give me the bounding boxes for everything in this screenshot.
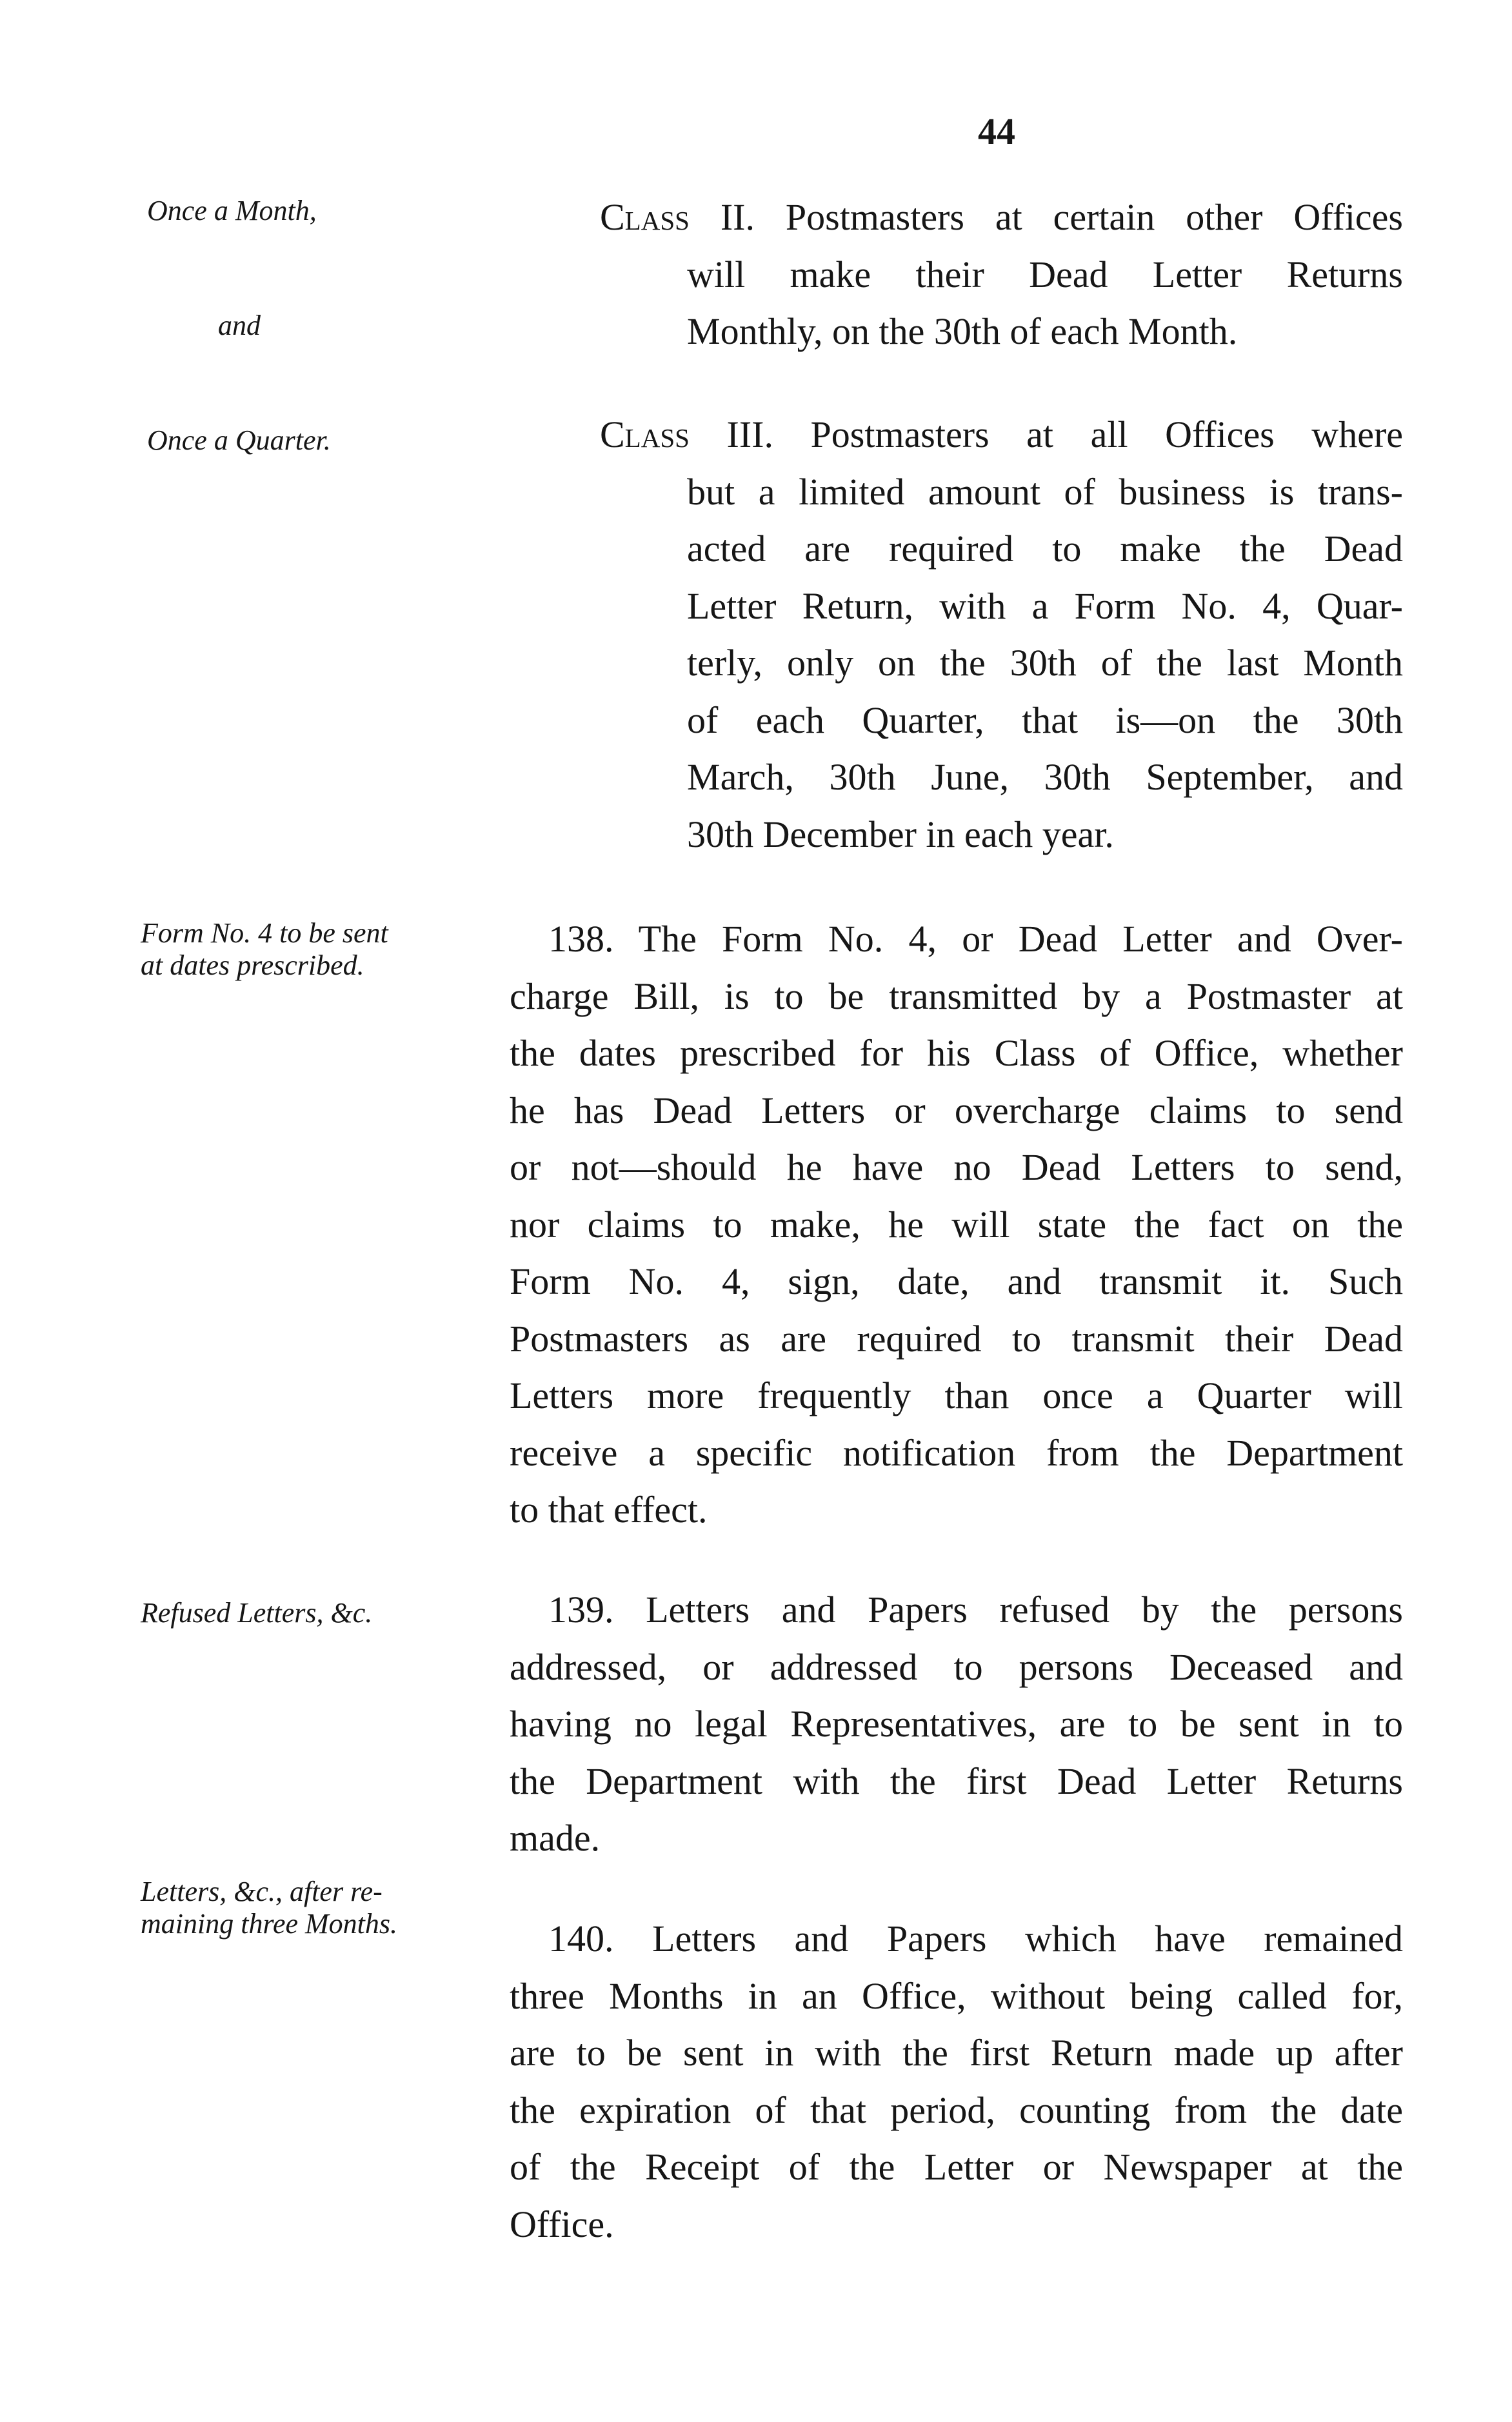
margin-note-once-a-quarter: Once a Quarter. [147, 424, 331, 456]
margin-note-refused-letters: Refused Letters, &c. [141, 1597, 373, 1629]
margin-note-once-a-month: Once a Month, [147, 195, 317, 226]
margin-note-letters-after-line1: Letters, &c., after re- [141, 1876, 383, 1907]
class-ii-line: Monthly, on the 30th of each Month. [687, 310, 1238, 352]
paragraph-138 [510, 911, 1403, 1539]
paragraph-139-line: made. [510, 1817, 601, 1859]
paragraph-140-line: three Months in an Office, without being called for, [510, 1974, 1403, 2017]
margin-note-and: and [218, 310, 261, 341]
paragraph-138-line: Letters more frequently than once a Quarter will [510, 1375, 1403, 1416]
class-ii-label: Class II. [600, 196, 755, 238]
paragraph-140-line: the expiration of that period, counting from the date [510, 2089, 1403, 2131]
paragraph-140-line: are to be sent in with the first Return made up after [510, 2032, 1403, 2074]
paragraph-139-line: 139. Letters and Papers refused by the persons [548, 1589, 1403, 1631]
paragraph-140-line: of the Receipt of the Letter or Newspaper at the [510, 2146, 1403, 2188]
paragraph-138-line: or not—should he have no Dead Letters to send, [510, 1146, 1403, 1188]
class-iii-line: March, 30th June, 30th September, and [687, 756, 1403, 798]
class-iii-line: Letter Return, with a Form No. 4, Quar- [687, 584, 1403, 627]
class-iii-line: 30th December in each year. [687, 813, 1114, 855]
class-iii-line: but a limited amount of business is trans- [687, 470, 1403, 513]
paragraph-139-line: addressed, or addressed to persons Deceased and [510, 1645, 1403, 1688]
margin-note-form-no4-line2: at dates prescribed. [141, 949, 364, 981]
class-ii-paragraph [600, 189, 1403, 361]
margin-note-letters-after [141, 1876, 397, 1940]
paragraph-138-line: Form No. 4, sign, date, and transmit it. Such [510, 1260, 1403, 1302]
paragraph-139-line: the Department with the first Dead Letter Returns [510, 1760, 1403, 1802]
paragraph-138-line: charge Bill, is to be transmitted by a Postmaster at [510, 975, 1403, 1017]
class-ii-line: will make their Dead Letter Returns [687, 253, 1403, 295]
paragraph-138-line: 138. The Form No. 4, or Dead Letter and Over- [548, 918, 1403, 960]
class-iii-label: Class III. [600, 413, 773, 455]
class-iii-line [600, 406, 1403, 464]
class-iii-line: terly, only on the 30th of the last Month [687, 642, 1403, 684]
paragraph-138-line: he has Dead Letters or overcharge claims to send [510, 1089, 1403, 1131]
class-iii-line: acted are required to make the Dead [687, 528, 1403, 570]
paragraph-138-line: the dates prescribed for his Class of Office, whether [510, 1032, 1403, 1074]
margin-note-form-no4-line1: Form No. 4 to be sent [141, 917, 388, 949]
paragraph-138-line: nor claims to make, he will state the fact on the [510, 1203, 1403, 1246]
paragraph-140 [510, 1911, 1403, 2253]
class-iii-paragraph [600, 406, 1403, 863]
margin-note-letters-after-line2: maining three Months. [141, 1908, 397, 1940]
paragraph-138-line: receive a specific notification from the Department [510, 1431, 1403, 1474]
class-iii-line: of each Quarter, that is—on the 30th [687, 699, 1403, 741]
page-number: 44 [978, 110, 1015, 152]
class-ii-line [600, 189, 1403, 246]
paragraph-140-line: 140. Letters and Papers which have remained [548, 1918, 1403, 1960]
paragraph-138-line: to that effect. [510, 1489, 708, 1531]
paragraph-138-line: Postmasters as are required to transmit their Dead [510, 1317, 1403, 1360]
class-ii-text: Postmasters at certain other Offices [754, 196, 1403, 238]
class-iii-text: Postmasters at all Offices where [773, 413, 1403, 455]
paragraph-139 [510, 1582, 1403, 1867]
paragraph-139-line: having no legal Representatives, are to be sent in to [510, 1703, 1403, 1745]
paragraph-140-line: Office. [510, 2203, 614, 2245]
margin-note-form-no4 [141, 917, 388, 982]
